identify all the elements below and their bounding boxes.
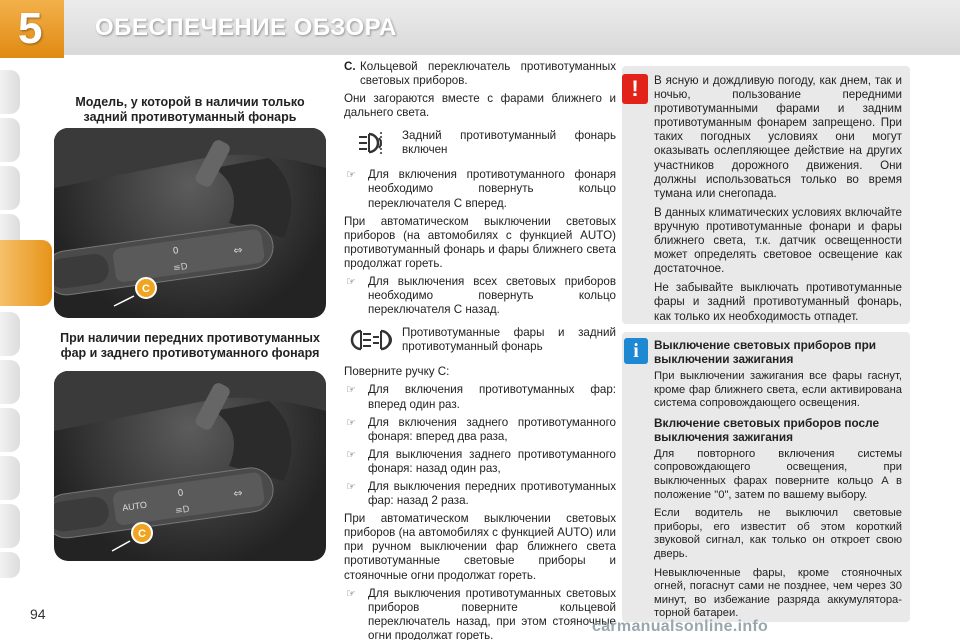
side-tab-6[interactable] xyxy=(0,312,20,356)
info-heading-lights-off: Выключение световых приборов при выключении зажигания xyxy=(654,338,877,366)
photo-lighting-stalk-front-rear-fog xyxy=(54,371,326,561)
svg-text:0: 0 xyxy=(172,246,180,257)
info-paragraph-3: Если водитель не выключил световые приборы, его известит об этом короткий звуковой сигнал, как только он откроет свою дверь. xyxy=(654,507,902,560)
watermark: carmanualsonline.info xyxy=(592,618,769,635)
instruction-all-off: ☞ Для выключения всех световых приборов необходимо повернуть кольцо переключателя C назад. xyxy=(344,275,616,317)
rear-fog-indicator-label: Задний противотуманный фонарь включен xyxy=(402,129,616,157)
heading-rear-fog-only: Модель, у которой в наличии только задний противотуманный фонарь xyxy=(75,95,305,124)
c-label: C. xyxy=(344,60,356,73)
side-tab-3[interactable] xyxy=(0,166,20,210)
chapter-tab xyxy=(0,0,64,58)
instruction-fog-lights-off: ☞ Для выключения противотуманных световых приборов поверните кольцевой переключатель назад, при этом стояночные огни продолжат гореть. xyxy=(344,587,616,640)
warning-paragraph-3: Не забывайте выключать противотуманные фары и задний противотуманный фонарь, как только их необходимость отпадет. xyxy=(654,281,902,323)
instruction-rear-fog-on-twice: ☞ Для включения заднего противотуманного фонаря: вперед два раза, xyxy=(344,416,616,444)
rear-fog-indicator-block xyxy=(344,128,616,158)
side-tab-1[interactable] xyxy=(0,70,20,114)
side-tab-8[interactable] xyxy=(0,408,20,452)
svg-text:≡D: ≡D xyxy=(174,504,191,517)
ring-switch-definition xyxy=(344,60,616,88)
svg-text:≡D: ≡D xyxy=(172,262,189,274)
c-description: Кольцевой переключатель противотуманных световых приборов. xyxy=(360,60,616,88)
paragraph-turn-knob: Поверните ручку C: xyxy=(344,365,450,379)
svg-text:0: 0 xyxy=(177,488,185,500)
warning-box xyxy=(622,66,910,324)
instruction-front-fog-off: ☞ Для выключения передних противотуманных фар: назад 2 раза. xyxy=(344,480,616,508)
photo-lighting-stalk-rear-fog xyxy=(54,128,326,318)
warning-paragraph-1: В ясную и дождливую погоду, как днем, так и ночью, пользование передними противотуманными фарами и задним противотуманным фонарем запрещено. При таких погодных условиях они могут оказывать ослепляющее действие на других участников дорожного движения. Они должны использоваться только во время тумана или снегопада. xyxy=(654,74,902,200)
page-number: 94 xyxy=(30,606,46,622)
auto-label: AUTO xyxy=(121,499,148,514)
info-box xyxy=(622,332,910,622)
rear-fog-lamp-icon xyxy=(344,128,400,158)
side-tab-11[interactable] xyxy=(0,552,20,578)
paragraph-auto-manual-off: При автоматическом выключении световых приборов (на автомобилях с функцией AUTO) или при ручном выключении фар ближнего света противотуманные световые приборы и стояночные огни продолжат гореть. xyxy=(344,512,616,582)
front-and-rear-fog-icon xyxy=(344,325,400,355)
warning-icon: ! xyxy=(622,74,648,104)
info-paragraph-2: Для повторного включения системы сопровождающего освещения, при выключенных фарах поверните кольцо A в положение "0", затем по вашему выбору. xyxy=(654,447,902,501)
svg-text:⇔: ⇔ xyxy=(232,243,244,258)
info-heading-lights-on: Включение световых приборов после выключения зажигания xyxy=(654,415,880,444)
side-tab-10[interactable] xyxy=(0,504,20,548)
side-tab-9[interactable] xyxy=(0,456,20,500)
instruction-rear-fog-on: ☞ Для включения противотуманного фонаря необходимо повернуть кольцо переключателя C вперед. xyxy=(344,168,616,210)
middle-column xyxy=(344,60,616,640)
svg-text:⇔: ⇔ xyxy=(232,486,244,501)
side-tab-7[interactable] xyxy=(0,360,20,404)
info-paragraph-4: Невыключенные фары, кроме стояночных огней, погаснут сами не позднее, чем через 30 минут, во избежание разряда аккумулятора-торной батареи. xyxy=(654,566,902,620)
ring-marker-c-2: C xyxy=(138,528,146,540)
side-tab-5-active[interactable] xyxy=(0,240,52,306)
heading-front-and-rear-fog: При наличии передних противотуманных фар и заднего противотуманного фонаря xyxy=(60,331,320,360)
side-tab-2[interactable] xyxy=(0,118,20,162)
ring-marker-c: C xyxy=(142,283,150,295)
page-title: ОБЕСПЕЧЕНИЕ ОБЗОРА xyxy=(95,14,397,41)
front-rear-fog-indicator-label: Противотуманные фары и задний противотуманный фонарь xyxy=(402,326,616,354)
info-paragraph-1: При выключении зажигания все фары гаснут, кроме фар ближнего света, если активирована система сопровождающего освещения. xyxy=(654,370,902,410)
paragraph-auto-off: При автоматическом выключении световых приборов (на автомобилях с функцией AUTO) противотуманный фонарь и фары ближнего света продолжат гореть. xyxy=(344,214,616,270)
instruction-rear-fog-off: ☞ Для выключения заднего противотуманного фонаря: назад один раз, xyxy=(344,448,616,476)
front-rear-fog-indicator-block xyxy=(344,325,616,355)
instruction-front-fog-on: ☞ Для включения противотуманных фар: вперед один раз. xyxy=(344,383,616,411)
paragraph-lights-on: Они загораются вместе с фарами ближнего и дальнего света. xyxy=(344,92,616,120)
warning-paragraph-2: В данных климатических условиях включайте вручную противотуманные фонари и фары ближнего света, т.к. датчик освещенности может определять световое освещение как достаточное. xyxy=(654,205,902,276)
info-icon: i xyxy=(624,338,648,364)
chapter-number: 5 xyxy=(18,4,43,53)
